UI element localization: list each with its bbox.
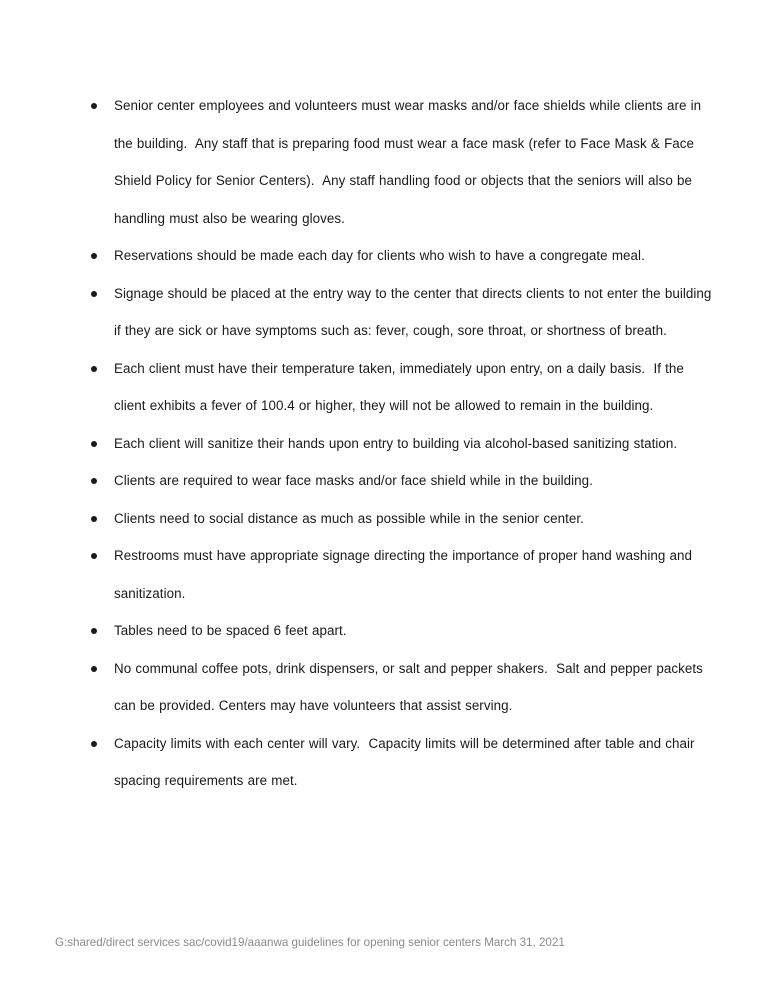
bullet-dot-icon [91, 553, 97, 559]
bullet-dot-icon [91, 253, 97, 259]
bullet-item-signage [88, 275, 718, 350]
bullet-item-reservations [88, 237, 718, 275]
bullet-item-client-masks [88, 462, 718, 500]
bullet-item-sanitize-hands [88, 425, 718, 463]
bullet-item-temperature [88, 350, 718, 425]
bullet-item-tables [88, 612, 718, 650]
bullet-dot-icon [91, 516, 97, 522]
bullet-dot-icon [91, 741, 97, 747]
guidelines-bullet-list [88, 87, 718, 800]
bullet-text: Clients are required to wear face masks and/or face shield while in the building. [114, 473, 593, 488]
bullet-item-communal-items [88, 650, 718, 725]
bullet-dot-icon [91, 366, 97, 372]
bullet-text: Reservations should be made each day for clients who wish to have a congregate meal. [114, 248, 645, 263]
bullet-item-restrooms [88, 537, 718, 612]
bullet-text: Signage should be placed at the entry way to the center that directs clients to not enter the building if they are sick or have symptoms such as: fever, cough, sore throat, or shortness of breath. [114, 285, 716, 338]
bullet-dot-icon [91, 441, 97, 447]
bullet-item-social-distance [88, 500, 718, 538]
bullet-text: No communal coffee pots, drink dispensers, or salt and pepper shakers. Salt and pepper packets can be provided. Centers may have volunteers that assist serving. [114, 660, 708, 713]
bullet-text: Restrooms must have appropriate signage directing the importance of proper hand washing and sanitization. [114, 548, 697, 601]
bullet-dot-icon [91, 628, 97, 634]
page-footer-path: G:shared/direct services sac/covid19/aaanwa guidelines for opening senior centers March 31, 2021 [55, 936, 565, 949]
bullet-dot-icon [91, 478, 97, 484]
bullet-text: Each client will sanitize their hands upon entry to building via alcohol-based sanitizing station. [114, 435, 678, 451]
bullet-text: Clients need to social distance as much as possible while in the senior center. [114, 510, 584, 526]
bullet-text: Each client must have their temperature taken, immediately upon entry, on a daily basis. If the client exhibits a fever of 100.4 or higher, they will not be allowed to remain in the building. [114, 360, 689, 413]
bullet-dot-icon [91, 103, 97, 109]
bullet-item-capacity [88, 725, 718, 800]
bullet-dot-icon [91, 291, 97, 297]
bullet-item-masks [88, 87, 718, 237]
bullet-dot-icon [91, 666, 97, 672]
bullet-text: Capacity limits with each center will vary. Capacity limits will be determined after table and chair spacing requirements are met. [114, 735, 699, 788]
bullet-text: Tables need to be spaced 6 feet apart. [114, 623, 347, 638]
bullet-text: Senior center employees and volunteers must wear masks and/or face shields while clients are in the building. Any staff that is preparing food must wear a face mask (refer to Face Mask & Face Shield Policy for Senior Centers). Any staff handling food or objects that the seniors will also be handling must also be wearing gloves. [114, 98, 706, 226]
